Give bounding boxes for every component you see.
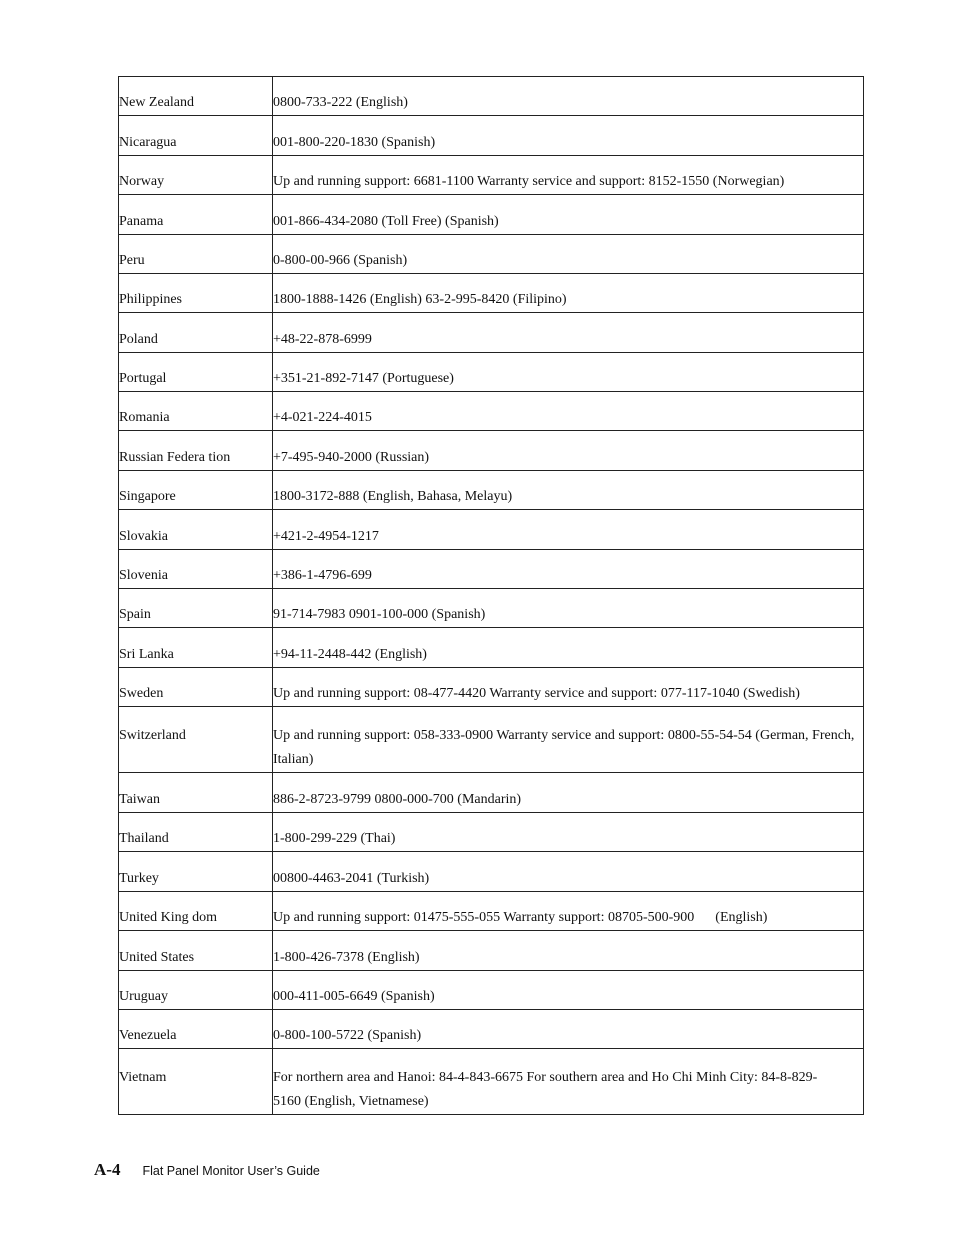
phone-text: For northern area and Hanoi: 84-4-843-6675 For southern area and Ho Chi Minh City: 84-8-829-5160 (English, Vietnamese) [273, 1070, 818, 1109]
table-row [119, 668, 864, 707]
phone-cell: 001-866-434-2080 (Toll Free) (Spanish) [273, 195, 864, 235]
table-row [119, 392, 864, 431]
table-row [119, 589, 864, 628]
country-cell: Uruguay [119, 971, 273, 1010]
country-cell: Venezuela [119, 1010, 273, 1049]
country-cell: United States [119, 931, 273, 971]
country-cell: Nicaragua [119, 116, 273, 156]
country-cell: Peru [119, 235, 273, 274]
table-row [119, 550, 864, 589]
phone-cell: 000-411-005-6649 (Spanish) [273, 971, 864, 1010]
table-row [119, 313, 864, 353]
phone-cell: 001-800-220-1830 (Spanish) [273, 116, 864, 156]
support-phone-table-body [119, 77, 864, 1115]
phone-cell: +48-22-878-6999 [273, 313, 864, 353]
table-row [119, 707, 864, 773]
phone-cell: +386-1-4796-699 [273, 550, 864, 589]
phone-cell: 0800-733-222 (English) [273, 77, 864, 116]
country-cell: Romania [119, 392, 273, 431]
phone-cell: +421-2-4954-1217 [273, 510, 864, 550]
phone-cell [273, 1049, 864, 1115]
table-row [119, 77, 864, 116]
country-cell: Slovenia [119, 550, 273, 589]
country-cell: Russian Federa tion [119, 431, 273, 471]
table-row [119, 852, 864, 892]
phone-cell: 1800-1888-1426 (English) 63-2-995-8420 (Filipino) [273, 274, 864, 313]
country-cell: Taiwan [119, 773, 273, 813]
page-number: A-4 [94, 1160, 121, 1179]
table-row [119, 235, 864, 274]
country-cell: Portugal [119, 353, 273, 392]
country-text: Vietnam [119, 1070, 167, 1085]
table-row [119, 773, 864, 813]
country-cell: Norway [119, 156, 273, 195]
country-cell: Slovakia [119, 510, 273, 550]
phone-cell: 0-800-100-5722 (Spanish) [273, 1010, 864, 1049]
phone-cell: 91-714-7983 0901-100-000 (Spanish) [273, 589, 864, 628]
phone-cell: Up and running support: 6681-1100 Warranty service and support: 8152-1550 (Norwegian) [273, 156, 864, 195]
table-row [119, 510, 864, 550]
guide-title: Flat Panel Monitor User’s Guide [142, 1164, 320, 1178]
country-cell: Sweden [119, 668, 273, 707]
phone-text: Up and running support: 058-333-0900 Warranty service and support: 0800-55-54-54 (German, French, Italian) [273, 728, 855, 767]
table-row [119, 1049, 864, 1115]
country-cell: Spain [119, 589, 273, 628]
phone-cell: +7-495-940-2000 (Russian) [273, 431, 864, 471]
page-footer [94, 1160, 320, 1184]
country-text: Switzerland [119, 728, 186, 743]
phone-cell: 1-800-426-7378 (English) [273, 931, 864, 971]
country-cell [119, 707, 273, 773]
country-cell: Panama [119, 195, 273, 235]
table-row [119, 195, 864, 235]
phone-cell: +4-021-224-4015 [273, 392, 864, 431]
table-row [119, 274, 864, 313]
phone-cell: Up and running support: 01475-555-055 Warranty support: 08705-500-900 (English) [273, 892, 864, 931]
phone-cell: 886-2-8723-9799 0800-000-700 (Mandarin) [273, 773, 864, 813]
country-cell: Philippines [119, 274, 273, 313]
country-cell: New Zealand [119, 77, 273, 116]
table-row [119, 813, 864, 852]
support-phone-table [118, 76, 864, 1115]
table-row [119, 628, 864, 668]
country-cell: Thailand [119, 813, 273, 852]
table-row [119, 353, 864, 392]
phone-cell: +351-21-892-7147 (Portuguese) [273, 353, 864, 392]
country-cell: Turkey [119, 852, 273, 892]
table-row [119, 431, 864, 471]
phone-cell: 00800-4463-2041 (Turkish) [273, 852, 864, 892]
country-cell: Sri Lanka [119, 628, 273, 668]
phone-cell: 1-800-299-229 (Thai) [273, 813, 864, 852]
table-row [119, 471, 864, 510]
country-cell: United King dom [119, 892, 273, 931]
country-cell: Singapore [119, 471, 273, 510]
table-row [119, 971, 864, 1010]
phone-cell: 1800-3172-888 (English, Bahasa, Melayu) [273, 471, 864, 510]
table-row [119, 892, 864, 931]
country-cell: Poland [119, 313, 273, 353]
table-row [119, 1010, 864, 1049]
table-row [119, 116, 864, 156]
country-cell [119, 1049, 273, 1115]
phone-cell [273, 707, 864, 773]
table-row [119, 931, 864, 971]
phone-cell: 0-800-00-966 (Spanish) [273, 235, 864, 274]
table-row [119, 156, 864, 195]
phone-cell: Up and running support: 08-477-4420 Warranty service and support: 077-117-1040 (Swedish) [273, 668, 864, 707]
phone-cell: +94-11-2448-442 (English) [273, 628, 864, 668]
